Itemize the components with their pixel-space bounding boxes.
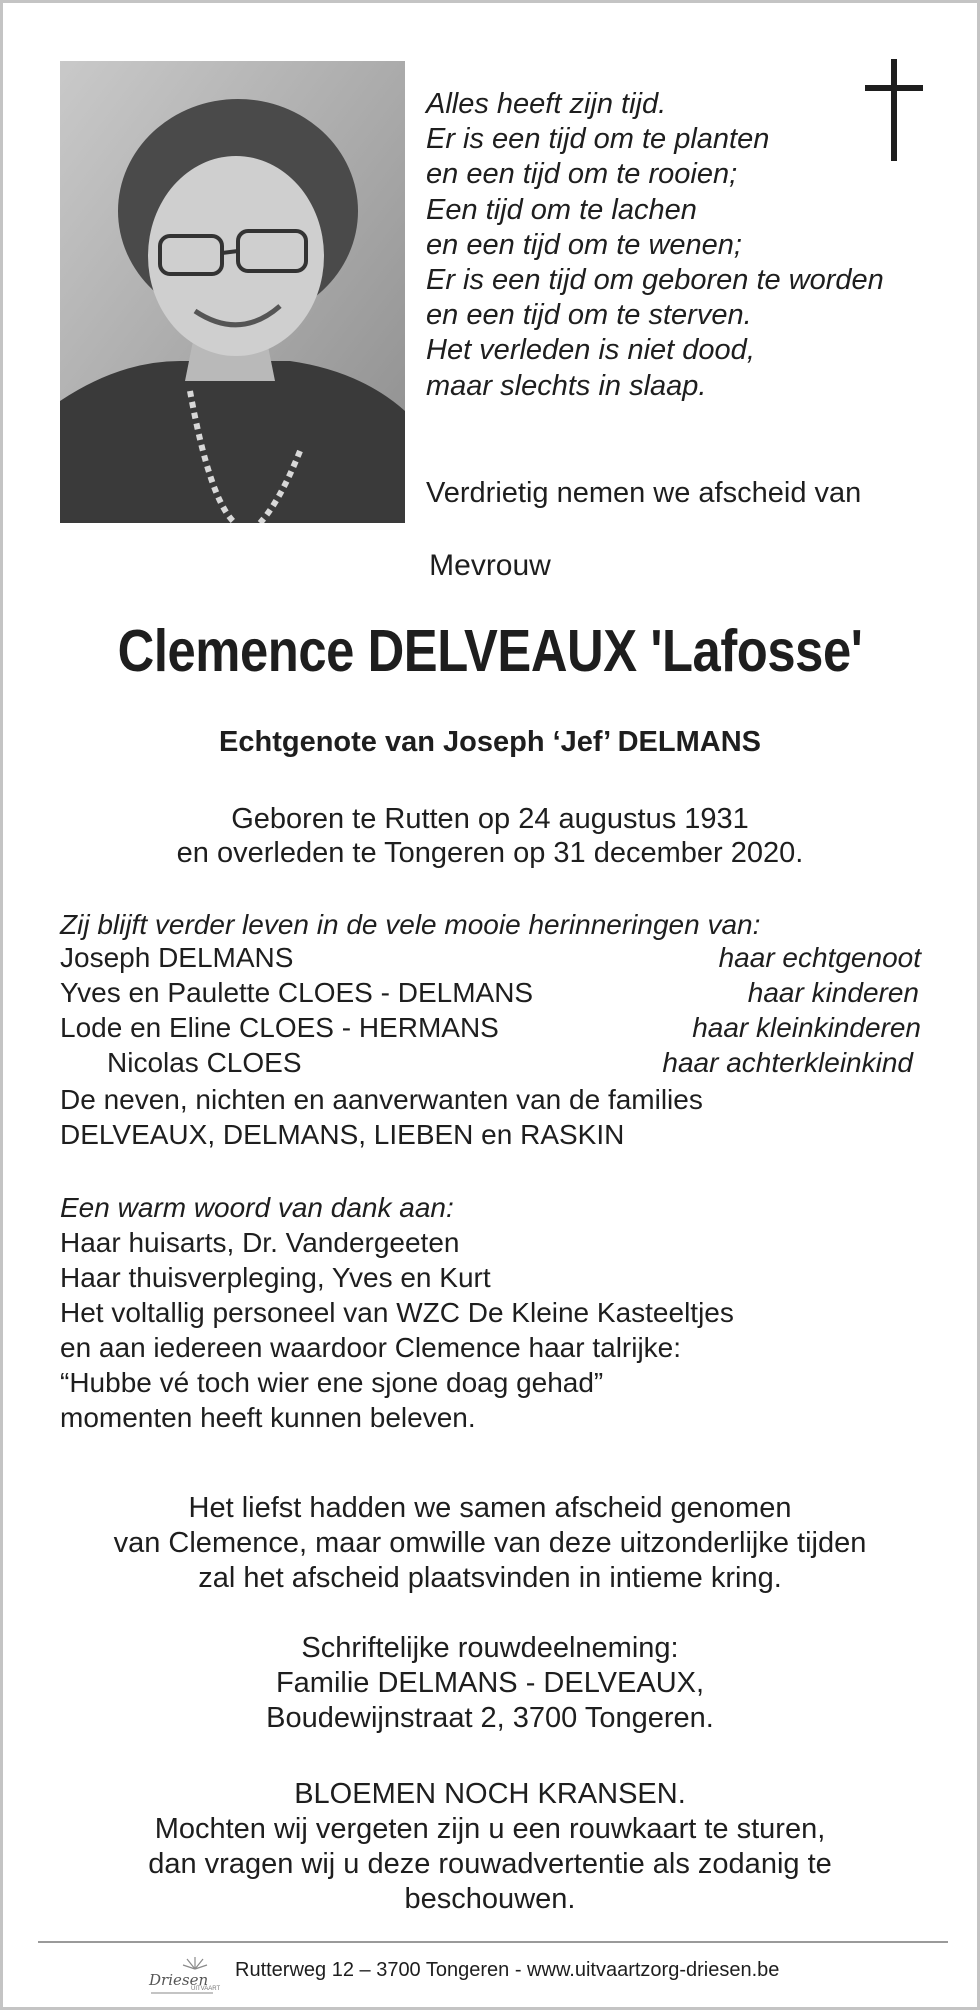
salutation: Mevrouw [429,549,551,582]
relative-role: haar echtgenoot [718,942,921,973]
relative-name: Joseph DELMANS [60,942,294,973]
poem-line: en een tijd om te sterven. [426,299,752,332]
thanks-line: “Hubbe vé toch wier ene sjone doag gehad” [60,1367,604,1398]
funeral-home-logo [145,1955,219,1999]
closing-line: BLOEMEN NOCH KRANSEN. [294,1778,686,1810]
poem-line: en een tijd om te wenen; [426,228,742,261]
condolence-line: Familie DELMANS - DELVEAUX, [275,1667,705,1699]
birth-death [3,802,977,870]
thanks-line: Het voltallig personeel van WZC De Kleine Kasteeltjes [60,1297,734,1328]
relative-name: Yves en Paulette CLOES - DELMANS [60,977,534,1008]
farewell-line: Het liefst hadden we samen afscheid genomen [188,1492,792,1524]
closing-section [3,1777,977,1917]
birth-line: Geboren te Rutten op 24 augustus 1931 [231,803,749,835]
relative-role: haar kinderen [747,977,919,1008]
thanks-line: momenten heeft kunnen beleven. [60,1402,476,1433]
portrait-icon [60,61,405,523]
poem-line: Een tijd om te lachen [426,193,697,226]
poem-line: Het verleden is niet dood, [426,334,755,367]
thanks-line: en aan iedereen waardoor Clemence haar talrijke: [60,1332,682,1363]
closing-line: beschouwen. [404,1883,576,1915]
memories-heading: Zij blijft verder leven in de vele mooie herinneringen van: [60,909,761,940]
name-wrapper [3,617,977,685]
relative-name: Lode en Eline CLOES - HERMANS [60,1012,499,1043]
poem-line: Er is een tijd om geboren te worden [426,263,884,296]
poem-line: maar slechts in slaap. [426,369,707,402]
condolence-line: Schriftelijke rouwdeelneming: [301,1632,679,1664]
poem-line: Alles heeft zijn tijd. [426,88,667,120]
footer-address: Rutterweg 12 – 3700 Tongeren - www.uitvaartzorg-driesen.be [235,1959,780,1981]
footer-divider [38,1941,948,1943]
logo-subtext: UITVAART [191,1986,221,1992]
farewell-line: van Clemence, maar omwille van deze uitzonderlijke tijden [113,1527,867,1559]
intro-text: Verdrietig nemen we afscheid van [426,477,862,509]
poem [426,87,884,404]
closing-line: dan vragen wij u deze rouwadvertentie als zodanig te [148,1848,832,1880]
thanks-line: Haar huisarts, Dr. Vandergeeten [60,1227,460,1258]
relative-role: haar achterkleinkind [662,1047,913,1078]
families-line: DELVEAUX, DELMANS, LIEBEN en RASKIN [60,1119,625,1150]
farewell-section [3,1491,977,1596]
poem-line: en een tijd om te rooien; [426,158,738,191]
families-line: De neven, nichten en aanverwanten van de families [60,1084,703,1115]
condolence-section [3,1631,977,1736]
death-line: en overleden te Tongeren op 31 december 2020. [176,837,804,869]
condolence-line: Boudewijnstraat 2, 3700 Tongeren. [266,1702,714,1734]
relative-role: haar kleinkinderen [692,1012,921,1043]
thanks-line: Haar thuisverpleging, Yves en Kurt [60,1262,491,1293]
poem-line: Er is een tijd om te planten [426,123,770,156]
deceased-name: Clemence DELVEAUX 'Lafosse' [117,618,863,684]
thanks-section [60,1190,734,1435]
portrait-photo [60,61,405,523]
relative-name: Nicolas CLOES [107,1047,302,1078]
thanks-heading: Een warm woord van dank aan: [60,1192,454,1223]
farewell-line: zal het afscheid plaatsvinden in intieme kring. [198,1562,782,1594]
closing-line: Mochten wij vergeten zijn u een rouwkaart te sturen, [154,1813,826,1845]
logo-text: Driesen [149,1971,209,1989]
spouse-line: Echtgenote van Joseph ‘Jef’ DELMANS [219,726,761,758]
memories-section [60,907,760,942]
families-section [60,1082,703,1152]
